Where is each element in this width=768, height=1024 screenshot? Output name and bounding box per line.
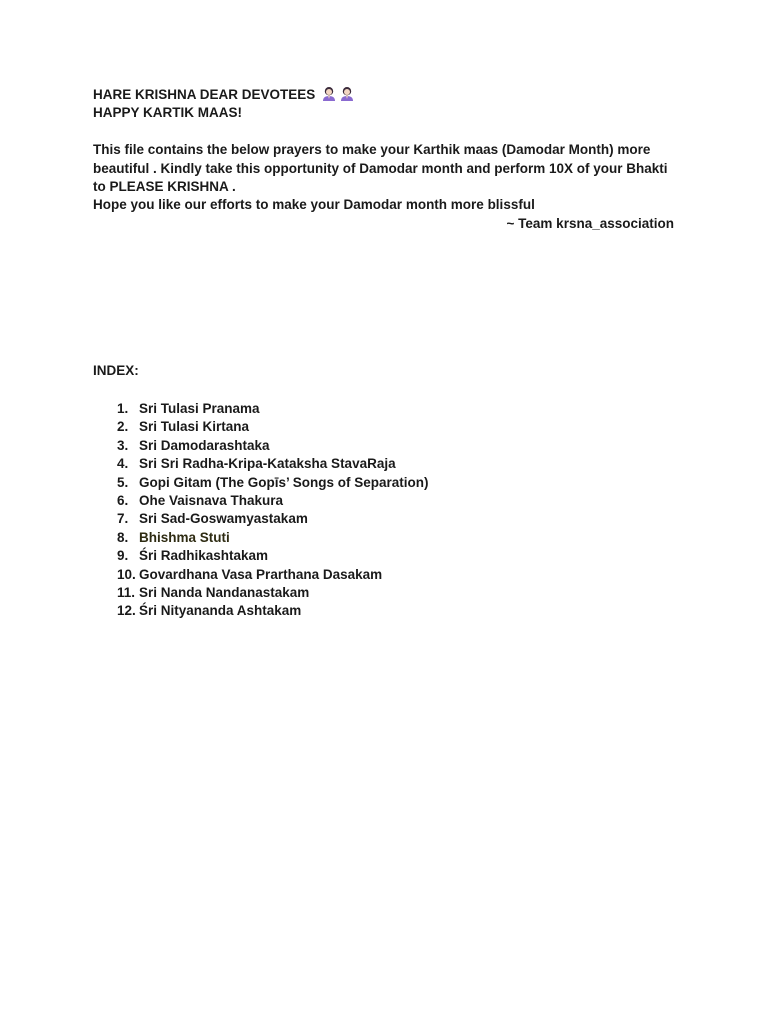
index-list: [93, 400, 653, 621]
item-number: 1.: [117, 401, 129, 416]
item-number: 8.: [117, 529, 129, 545]
item-title: Śri Nityananda Ashtakam: [139, 603, 302, 619]
item-title: Śri Radhikashtakam: [139, 548, 269, 564]
folded-hands-person-icon: [339, 86, 355, 102]
list-item: [93, 455, 653, 473]
item-title: Bhishma Stuti: [139, 529, 230, 545]
intro-line-3: to PLEASE KRISHNA .: [93, 179, 236, 195]
index-heading: INDEX:: [93, 363, 139, 378]
kartik-greeting: HAPPY KARTIK MAAS!: [93, 105, 243, 121]
item-number: 7.: [117, 511, 129, 527]
list-item: [93, 566, 653, 584]
spacer: [93, 123, 675, 141]
item-number: 12.: [117, 603, 136, 619]
item-number: 5.: [117, 474, 129, 490]
item-number: 6.: [117, 493, 129, 509]
item-title: Sri Tulasi Kirtana: [139, 419, 250, 435]
item-title: Sri Sad-Goswamyastakam: [139, 511, 308, 527]
item-number: 9.: [117, 548, 129, 564]
intro-block: [93, 86, 675, 233]
list-item: [93, 492, 653, 510]
list-item: [93, 547, 653, 565]
list-item: [93, 510, 653, 528]
intro-line-4: Hope you like our efforts to make your Damodar month more blissful: [93, 197, 535, 213]
signature: ~ Team krsna_association: [506, 215, 674, 231]
item-number: 10.: [117, 566, 136, 582]
intro-line-2: beautiful . Kindly take this opportunity of Damodar month and perform 10X of your Bhakti: [93, 160, 668, 176]
item-title: Sri Nanda Nandanastakam: [139, 585, 310, 601]
list-item: [93, 437, 653, 455]
item-title: Ohe Vaisnava Thakura: [139, 493, 284, 509]
item-title: Sri Tulasi Pranama: [139, 401, 260, 416]
greeting-line: [93, 86, 675, 104]
list-item: [93, 400, 653, 418]
intro-line-1: This file contains the below prayers to make your Karthik maas (Damodar Month) more: [93, 142, 651, 158]
list-item: [93, 602, 653, 620]
item-number: 3.: [117, 437, 129, 453]
item-number: 11.: [117, 585, 136, 601]
list-item: [93, 584, 653, 602]
item-number: 4.: [117, 456, 129, 472]
greeting-text: HARE KRISHNA DEAR DEVOTEES: [93, 87, 316, 102]
item-title: Govardhana Vasa Prarthana Dasakam: [139, 566, 383, 582]
folded-hands-person-icon: [321, 86, 337, 102]
list-item: [93, 474, 653, 492]
list-item: [93, 529, 653, 547]
item-title: Sri Sri Radha-Kripa-Kataksha StavaRaja: [139, 456, 396, 472]
item-title: Gopi Gitam (The Gopīs’ Songs of Separation): [139, 474, 429, 490]
list-item: [93, 418, 653, 436]
item-title: Sri Damodarashtaka: [139, 437, 270, 453]
item-number: 2.: [117, 419, 129, 435]
